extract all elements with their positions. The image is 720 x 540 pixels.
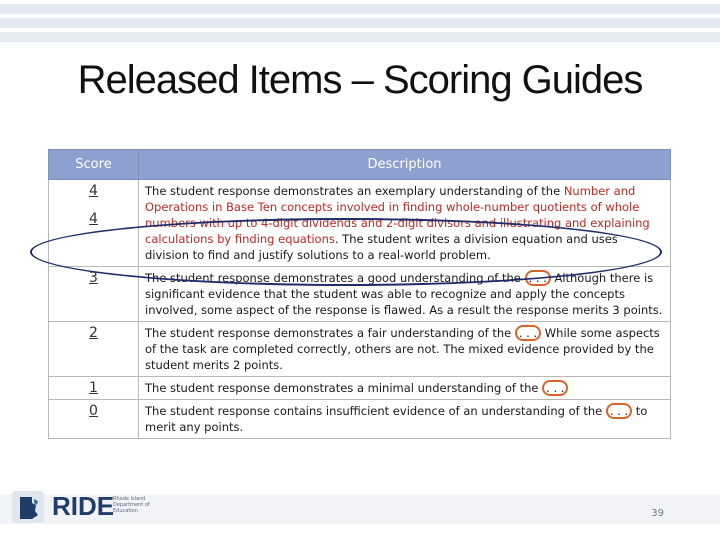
description-text: The student response demonstrates a fair understanding of the (145, 326, 515, 340)
description-cell (139, 180, 671, 267)
table-header-row (49, 150, 671, 180)
description-text: The student response demonstrates an exemplary understanding of the (145, 184, 564, 198)
description-text: . The student writes a division equation and uses division to find and justify solutions to a real-world problem. (145, 232, 618, 262)
circled-ellipsis: . . . (515, 325, 541, 341)
description-cell (139, 322, 671, 377)
stripe (0, 32, 720, 42)
score-cell (49, 267, 139, 322)
description-text: Although there is significant evidence that the student was able to recognize and apply the concepts involved, some aspect of the response is flawed. As a result the response merits 3 points. (145, 271, 663, 317)
ride-logo (10, 489, 150, 527)
score-value: 4 (89, 183, 98, 199)
description-text: to merit any points. (145, 404, 648, 434)
description-text: While some aspects of the task are completed correctly, others are not. The mixed evidence provided by the student merits 2 points. (145, 326, 660, 372)
score-cell (49, 400, 139, 439)
description-cell (139, 400, 671, 439)
score-cell (49, 180, 139, 267)
score-value: 4 (89, 211, 98, 227)
page-number: 39 (651, 508, 664, 519)
circled-ellipsis: . . . (542, 380, 568, 396)
logo-subtitle: Rhode Island Department of Education (113, 496, 150, 514)
table-row (49, 400, 671, 439)
score-value: 1 (89, 380, 98, 396)
logo-text: RIDE (52, 491, 115, 521)
score-value: 2 (89, 325, 98, 341)
circled-ellipsis: . . . (606, 403, 632, 419)
description-text: The student response demonstrates a good understanding of the (145, 271, 525, 285)
score-value: 3 (89, 270, 98, 286)
table-row (49, 180, 671, 267)
table-row (49, 322, 671, 377)
score-column-header: Score (49, 150, 139, 180)
stripe (0, 4, 720, 14)
score-cell (49, 322, 139, 377)
circled-ellipsis: . . . (525, 270, 551, 286)
description-text: The student response demonstrates a minimal understanding of the (145, 381, 543, 395)
rhode-island-map-icon (10, 489, 46, 525)
slide-title: Released Items – Scoring Guides (77, 58, 643, 102)
description-cell (139, 377, 671, 400)
description-text: The student response contains insufficient evidence of an understanding of the (145, 404, 606, 418)
decorative-stripes (0, 0, 720, 46)
table-row (49, 267, 671, 322)
score-value: 0 (89, 403, 98, 419)
description-cell (139, 267, 671, 322)
highlighted-text: Number and Operations in Base Ten concepts involved in finding whole-number quotients of whole numbers with up to 4-digit dividends and 2-digit divisors and illustrating and explaining calculations by finding equations (145, 184, 650, 246)
stripe (0, 18, 720, 28)
table-row (49, 377, 671, 400)
description-column-header: Description (139, 150, 671, 180)
scoring-guide-table (48, 149, 671, 439)
score-cell (49, 377, 139, 400)
